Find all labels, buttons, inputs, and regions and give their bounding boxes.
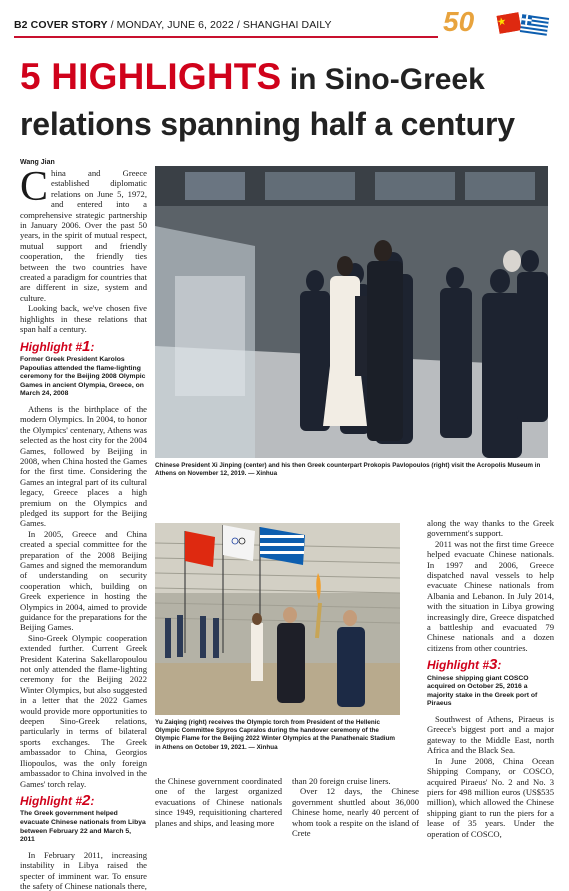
- highlight-1-label: Highlight #: [20, 339, 82, 354]
- headline-red: 5 HIGHLIGHTS: [20, 56, 282, 97]
- highlight-2-subhead: The Greek government helped evacuate Chinese nationals from Libya between February 22 and March 5, 2011: [20, 810, 146, 844]
- highlight-3-number: 3: [489, 656, 498, 674]
- header-section: B2 COVER STORY: [14, 19, 108, 31]
- intro-paragraph-2: Looking back, we've chosen five highlights in these relations that span half a century.: [20, 303, 147, 335]
- header-rule: [14, 36, 438, 38]
- highlight-3-heading: [427, 656, 554, 674]
- intro-paragraph-1: [20, 164, 147, 303]
- greece-flag-icon: [520, 14, 549, 36]
- column-1: [20, 164, 147, 891]
- headline-rest: in Sino-Greek: [281, 63, 485, 96]
- highlight-2-number: 2: [82, 791, 91, 809]
- photo-2-caption: Yu Zaiqing (right) receives the Olympic torch from President of the Hellenic Olympic Committee Spyros Capralos during the handover ceremony of the Olympic Flame for the Beijing 2022 Winter Olympics at the Panathenaic Stadium in Athens on October 19, 2021. — Xinhua: [155, 719, 395, 751]
- highlight-1-paragraph-2: In 2005, Greece and China created a special committee for the preparation of the 2008 Beijing Games and signed the memorandum of understanding on security cooperation which, building on Greek experience in hosting the Olympics in 2004, aimed to provide guidance for the preparations for the Beijing Games.: [20, 528, 147, 633]
- highlight-2-paragraph-4: Over 12 days, the Chinese government shuttled about 36,000 Chinese home, nearly 40 percent of whom took a respite on the island of Crete: [292, 786, 419, 839]
- column-4: [427, 518, 554, 839]
- intro-paragraph-1-text: hina and Greece established diplomatic relations on June 5, 1972, and entered into a comprehensive strategic partnership in January 2006. Over the past 50 years, in the spirit of mutual respect, mutual support and friendly cooperation, the friendly ties between the two countries have created a paradigm for countries that are different in size, system and culture.: [20, 168, 147, 303]
- highlight-2-colon: :: [90, 793, 95, 808]
- column-2: [155, 776, 282, 828]
- highlight-1-paragraph-1: Athens is the birthplace of the modern Olympics. In 2004, to honor the Olympics' centenary, Athens was selected as the host city for the 2004 Games, followed by Beijing in 2008, when China hosted the Games for the first time. Considering the Games an integral part of its cultural legacy, Greece places a high premium on the Olympics and pledged its support for the Beijing Games.: [20, 403, 147, 529]
- photo-acropolis-museum: [155, 166, 548, 458]
- highlight-2-paragraph-2: the Chinese government coordinated one of the largest organized evacuations of Chinese nationals since 1949, requisitioning chartered planes and ships, and leasing more: [155, 776, 282, 828]
- highlight-3-subhead: Chinese shipping giant COSCO acquired on October 25, 2016 a majority stake in the Greek port of Piraeus: [427, 674, 538, 708]
- china-flag-icon: [497, 12, 522, 34]
- highlight-3-paragraph-1: Southwest of Athens, Piraeus is Greece's biggest port and a major gateway to the Middle East, north Africa and the Black Sea.: [427, 714, 554, 756]
- highlight-1-heading: [20, 337, 147, 355]
- headline-line2: relations spanning half a century: [20, 106, 515, 142]
- byline: Wang Jian: [20, 159, 55, 166]
- highlight-1-number: 1: [82, 337, 91, 355]
- dropcap: C: [20, 164, 49, 210]
- highlight-3-paragraph-2: In June 2008, China Ocean Shipping Company, or COSCO, acquired Piraeus' No. 2 and No. 3 piers for 498 million euros (US$535 million), which allowed the Chinese shipping giant to run the piers for a lease of 35 years. Under the operation of COSCO,: [427, 755, 554, 839]
- highlight-3-label: Highlight #: [427, 658, 489, 673]
- highlight-2-paragraph-1: In February 2011, increasing instability in Libya raised the specter of imminent war. To ensure the safety of Chinese nationals there,: [20, 849, 147, 891]
- highlight-1-subhead: Former Greek President Karolos Papoulias attended the flame-lighting ceremony for the Beijing 2008 Olympic Games in ancient Olympia, Greece, on March 24, 2008: [20, 355, 146, 398]
- logo-number: 50: [443, 6, 475, 37]
- highlight-2-paragraph-3: than 20 foreign cruise liners.: [292, 776, 391, 786]
- highlight-2-label: Highlight #: [20, 793, 82, 808]
- header-date-paper: / MONDAY, JUNE 6, 2022 / SHANGHAI DAILY: [107, 19, 332, 31]
- highlight-1-paragraph-3: Sino-Greek Olympic cooperation extended further. Current Greek President Katerina Sakellaropoulou not only attended the flame-lighting ceremony for the Beijing 2022 Winter Olympics, but also suggested in a letter that the 2022 Games would provide more opportunities to deepen Sino-Greek relations, particularly in terms of bilateral sports exchanges. The Greek ambassador to China, Georgios Iliopoulos, was the only foreign ambassador to China involved in the Games' torch relay.: [20, 632, 147, 789]
- column-3: [292, 776, 419, 839]
- highlight-2-paragraph-5: along the way thanks to the Greek government's support.: [427, 518, 554, 539]
- headline-line1: [20, 56, 485, 98]
- photo-1-caption: Chinese President Xi Jinping (center) and his then Greek counterpart Prokopis Pavlopoulos (right) visit the Acropolis Museum in Athens on November 12, 2019. — Xinhua: [155, 462, 541, 478]
- header-text: [14, 19, 332, 31]
- anniversary-50-logo: [443, 6, 495, 37]
- highlight-2-heading: [20, 791, 147, 809]
- highlight-2-paragraph-6: 2011 was not the first time Greece helped evacuate Chinese nationals. In 1997 and 2006, Greece dispatched naval vessels to help evacuate Chinese nationals from Albania and Lebanon. In July 2014, with the situation in Libya growing increasingly dire, Greece dispatched a battleship and evacuated 79 Chinese nationals and a dozen citizens from other countries.: [427, 538, 554, 653]
- photo-torch-handover: [155, 523, 400, 715]
- highlight-1-colon: :: [90, 339, 95, 354]
- highlight-3-colon: :: [497, 658, 502, 673]
